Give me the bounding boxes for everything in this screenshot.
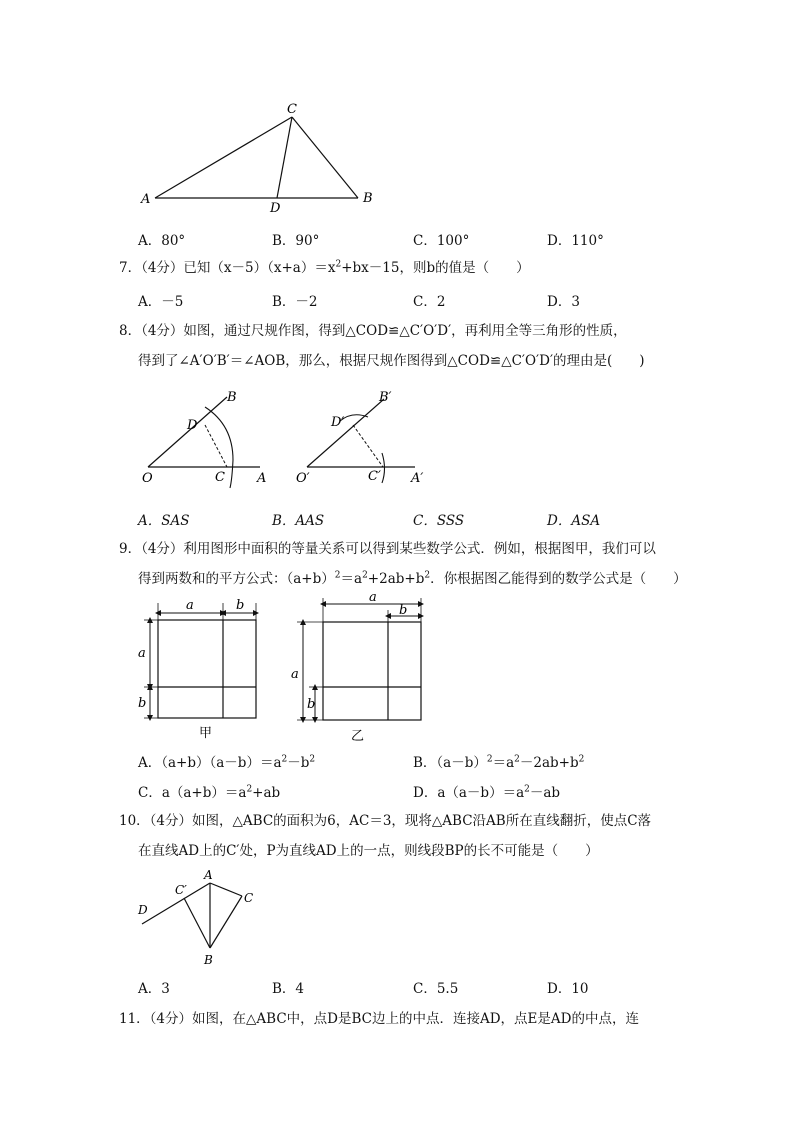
question-8-line-1: 8．（4分）如图，通过尺规作图，得到△COD≌△C′O′D′，再利用全等三角形的性质，	[119, 323, 627, 339]
label-d: D	[138, 903, 148, 917]
question-10-line-1: 10．（4分）如图，△ABC的面积为6，AC＝3，现将△ABC沿AB所在直线翻折，使点C落	[119, 813, 652, 829]
q8-option-b: B．AAS	[272, 513, 325, 529]
q6-option-a: A．80°	[138, 233, 186, 249]
label-a-top: a	[186, 598, 194, 613]
label-b-left: b	[138, 696, 147, 711]
label-c: C	[244, 891, 254, 905]
label-d: D	[187, 418, 198, 433]
q10-option-d: D．10	[547, 981, 589, 997]
label-c: C	[287, 102, 297, 117]
label-b-top: b	[236, 598, 245, 613]
label-a-left: a	[138, 646, 146, 661]
q7-option-b: B．－2	[272, 294, 318, 310]
label-b: B	[227, 390, 237, 405]
segment-dc	[205, 425, 227, 467]
q8-option-a: A．SAS	[138, 513, 190, 529]
question-10-line-2: 在直线AD上的C′处，P为直线AD上的一点，则线段BP的长不可能是（ ）	[138, 843, 599, 859]
label-a: A	[257, 471, 267, 486]
q10-option-c: C．5.5	[413, 981, 459, 997]
square-figure-yi	[285, 590, 435, 745]
label-b-top: b	[399, 603, 408, 618]
question-9-line-2: 得到两数和的平方公式：$(a+b)^2=a^2+2ab+b^2$．你根据图乙能得到的数学公式是（ ）	[138, 570, 687, 587]
q8-option-c: C．SSS	[413, 513, 465, 529]
construction-figure-left	[135, 385, 280, 490]
ray-ob-prime	[307, 399, 384, 467]
segment-c1b	[184, 898, 210, 948]
label-a: A	[141, 192, 151, 207]
caption-yi: 乙	[351, 729, 365, 744]
label-b-left: b	[307, 697, 316, 712]
q9-option-b: B．$(a-b)^2=a^2-2ab+b^2$	[413, 754, 585, 771]
label-d-prime: D′	[331, 415, 345, 430]
fold-figure-q10	[132, 866, 267, 970]
segment-bc	[292, 117, 358, 198]
label-o: O	[142, 471, 153, 486]
label-b: B	[363, 191, 373, 206]
segment-dc-prime	[353, 425, 383, 467]
q6-option-d: D．110°	[547, 233, 604, 249]
question-9-line-1: 9．（4分）利用图形中面积的等量关系可以得到某些数学公式．例如，根据图甲，我们可以	[119, 541, 656, 557]
segment-ac	[155, 117, 292, 198]
square-figure-jia	[130, 595, 270, 745]
q8-option-d: D．ASA	[547, 513, 601, 529]
big-square	[158, 620, 256, 718]
segment-cd	[277, 117, 292, 198]
question-8-line-2: 得到了∠A′O′B′＝∠AOB，那么，根据尺规作图得到△COD≌△C′O′D′的理由是( )	[138, 353, 645, 369]
label-c-prime: C′	[368, 469, 381, 484]
arc-c-prime	[382, 453, 385, 483]
q10-option-a: A．3	[138, 981, 170, 997]
label-b-prime: B′	[379, 390, 392, 405]
construction-figure-right	[290, 385, 440, 490]
q9-option-c: C．$a(a+b)=a^2+ab$	[138, 784, 281, 801]
segment-ac	[210, 883, 242, 896]
label-o-prime: O′	[296, 471, 310, 486]
label-c: C	[215, 470, 225, 485]
q7-option-a: A．－5	[138, 294, 184, 310]
q6-option-b: B．90°	[272, 233, 320, 249]
label-a: A	[204, 868, 213, 882]
label-a-left: a	[291, 667, 299, 682]
segment-cb	[210, 896, 242, 948]
caption-jia: 甲	[199, 726, 213, 741]
q6-option-c: C．100°	[413, 233, 470, 249]
triangle-figure-q6	[130, 95, 390, 220]
label-d: D	[270, 201, 281, 216]
label-a-top: a	[369, 590, 377, 605]
big-square	[323, 622, 421, 720]
label-b: B	[204, 953, 213, 967]
label-a-prime: A′	[411, 471, 424, 486]
question-7: 7．（4分）已知$(x-5)(x+a)=x^2+bx-15$，则b的值是（ ）	[119, 259, 530, 276]
q10-option-b: B．4	[272, 981, 305, 997]
q7-option-d: D．3	[547, 294, 580, 310]
question-11-line-1: 11．（4分）如图，在△ABC中，点D是BC边上的中点．连接AD，点E是AD的中点，连	[119, 1011, 639, 1027]
q9-option-d: D．$a(a-b)=a^2-ab$	[413, 784, 561, 801]
label-c-prime: C′	[175, 883, 187, 897]
q7-option-c: C．2	[413, 294, 446, 310]
q9-option-a: A．$(a+b)(a-b)=a^2-b^2$	[138, 754, 316, 771]
